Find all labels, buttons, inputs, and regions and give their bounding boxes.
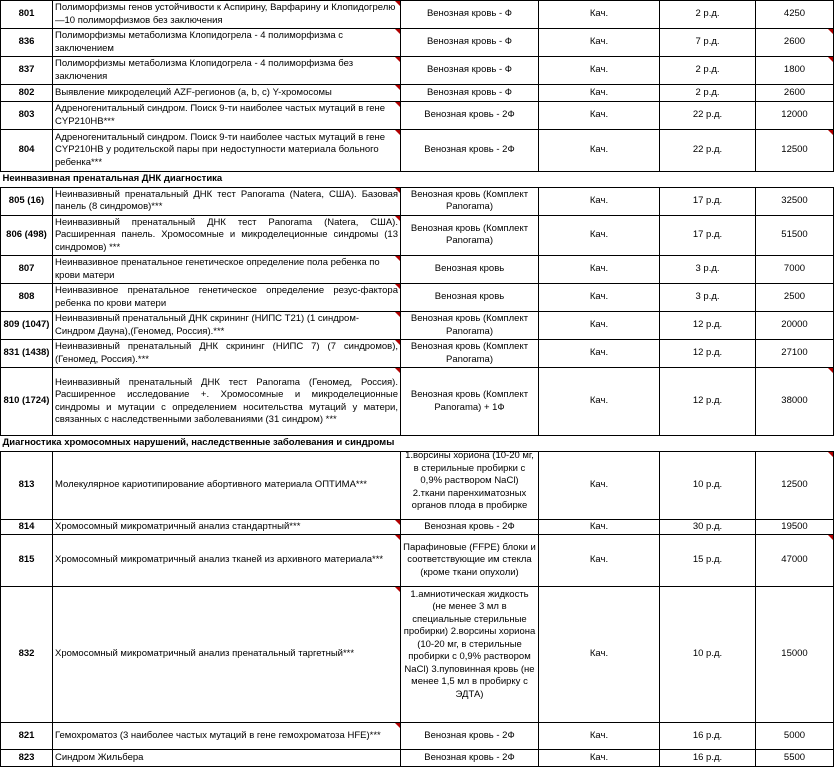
method-cell[interactable]: Кач.	[539, 340, 660, 368]
table-row	[1, 130, 834, 172]
code-cell[interactable]: 814	[1, 519, 53, 535]
table-row	[1, 85, 834, 102]
material-cell[interactable]: Венозная кровь - Ф	[401, 57, 539, 85]
code-cell[interactable]: 804	[1, 130, 53, 172]
name-cell[interactable]: Молекулярное кариотипирование абортивного материала ОПТИМА***	[53, 451, 401, 519]
name-cell[interactable]: Неинвазивный пренатальный ДНК тест Panorama (Natera, США). Расширенная панель. Хромосомные и микроделеционные синдромы (13 синдромов) ***	[53, 215, 401, 256]
term-cell[interactable]: 7 р.д.	[660, 29, 756, 57]
method-cell[interactable]: Кач.	[539, 1, 660, 29]
table-row	[1, 451, 834, 519]
term-cell[interactable]: 15 р.д.	[660, 535, 756, 587]
name-cell[interactable]: Неинвазивный пренатальный ДНК тест Panorama (Natera, США). Базовая панель (8 синдромов)***	[53, 187, 401, 215]
price-cell[interactable]: 7000	[756, 256, 834, 284]
code-cell[interactable]: 837	[1, 57, 53, 85]
section-title: Неинвазивная пренатальная ДНК диагностика	[1, 172, 834, 188]
material-text: 1.ворсины хориона (10-20 мг, в стерильные пробирки с 0,9% раствором NaCl) 2.ткани паренхиматозных органов плода в пробирке	[405, 450, 534, 511]
method-cell[interactable]: Кач.	[539, 535, 660, 587]
term-cell[interactable]: 12 р.д.	[660, 312, 756, 340]
method-cell[interactable]: Кач.	[539, 187, 660, 215]
price-cell[interactable]: 2500	[756, 284, 834, 312]
name-cell[interactable]: Полиморфизмы метаболизма Клопидогрела - 4 полиморфизма без заключения	[53, 57, 401, 85]
material-cell[interactable]: Парафиновые (FFPE) блоки и соответствующие им стекла (кроме ткани опухоли)	[401, 535, 539, 587]
code-cell[interactable]: 813	[1, 451, 53, 519]
term-cell[interactable]: 30 р.д.	[660, 519, 756, 535]
code-cell[interactable]: 801	[1, 1, 53, 29]
price-cell[interactable]: 15000	[756, 587, 834, 723]
code-cell[interactable]: 805 (16)	[1, 187, 53, 215]
code-cell[interactable]: 803	[1, 102, 53, 130]
table-row	[1, 284, 834, 312]
method-cell[interactable]: Кач.	[539, 130, 660, 172]
term-cell[interactable]: 3 р.д.	[660, 284, 756, 312]
term-cell[interactable]: 2 р.д.	[660, 57, 756, 85]
table-row	[1, 312, 834, 340]
name-cell[interactable]: Неинвазивный пренатальный ДНК скрининг (НИПС Т21) (1 синдром-Синдром Дауна),(Геномед, Россия).***	[53, 312, 401, 340]
term-cell[interactable]: 17 р.д.	[660, 187, 756, 215]
method-cell[interactable]: Кач.	[539, 57, 660, 85]
term-cell[interactable]: 10 р.д.	[660, 451, 756, 519]
price-cell[interactable]: 19500	[756, 519, 834, 535]
material-cell[interactable]: Венозная кровь - Ф	[401, 1, 539, 29]
method-cell[interactable]: Кач.	[539, 451, 660, 519]
code-cell[interactable]: 836	[1, 29, 53, 57]
price-cell[interactable]: 27100	[756, 340, 834, 368]
price-cell[interactable]: 4250	[756, 1, 834, 29]
material-cell[interactable]: Венозная кровь - 2Ф	[401, 102, 539, 130]
name-cell[interactable]: Хромосомный микроматричный анализ стандартный***	[53, 519, 401, 535]
material-cell[interactable]: Венозная кровь - 2Ф	[401, 130, 539, 172]
term-cell[interactable]: 10 р.д.	[660, 587, 756, 723]
material-cell[interactable]: Венозная кровь (Комплект Panorama)	[401, 215, 539, 256]
name-cell[interactable]: Неинвазивный пренатальный ДНК скрининг (НИПС 7) (7 синдромов),(Геномед, Россия).***	[53, 340, 401, 368]
name-cell[interactable]: Адреногенитальный синдром. Поиск 9-ти наиболее частых мутаций в гене CYP210HB***	[53, 102, 401, 130]
term-cell[interactable]: 12 р.д.	[660, 340, 756, 368]
price-cell[interactable]: 51500	[756, 215, 834, 256]
name-cell[interactable]: Неинвазивное пренатальное генетическое определение пола ребенка по крови матери	[53, 256, 401, 284]
material-cell[interactable]: Венозная кровь	[401, 284, 539, 312]
name-cell[interactable]: Адреногенитальный синдром. Поиск 9-ти наиболее частых мутаций в гене CYP210HB у родительской пары при недоступности материала больного ребенка***	[53, 130, 401, 172]
material-cell[interactable]	[401, 451, 539, 519]
price-cell[interactable]: 47000	[756, 535, 834, 587]
table-row	[1, 102, 834, 130]
price-cell[interactable]: 12000	[756, 102, 834, 130]
section-title: Диагностика хромосомных нарушений, наследственные заболевания и синдромы	[1, 436, 834, 452]
method-cell[interactable]: Кач.	[539, 750, 660, 767]
table-row	[1, 368, 834, 436]
material-cell[interactable]: Венозная кровь - 2Ф	[401, 723, 539, 750]
table-row	[1, 57, 834, 85]
price-cell[interactable]: 1800	[756, 57, 834, 85]
section-header-row	[1, 172, 834, 188]
term-cell[interactable]: 16 р.д.	[660, 723, 756, 750]
method-cell[interactable]: Кач.	[539, 102, 660, 130]
price-cell[interactable]: 5500	[756, 750, 834, 767]
code-cell[interactable]: 810 (1724)	[1, 368, 53, 436]
code-cell[interactable]: 831 (1438)	[1, 340, 53, 368]
table-row	[1, 187, 834, 215]
table-row	[1, 519, 834, 535]
term-cell[interactable]: 2 р.д.	[660, 1, 756, 29]
material-cell[interactable]: Венозная кровь	[401, 256, 539, 284]
table-row	[1, 587, 834, 723]
material-cell[interactable]: Венозная кровь (Комплект Panorama) + 1Ф	[401, 368, 539, 436]
code-cell[interactable]: 807	[1, 256, 53, 284]
table-row	[1, 535, 834, 587]
price-cell[interactable]: 2600	[756, 85, 834, 102]
term-cell[interactable]: 12 р.д.	[660, 368, 756, 436]
price-cell[interactable]: 32500	[756, 187, 834, 215]
method-cell[interactable]: Кач.	[539, 256, 660, 284]
code-cell[interactable]: 821	[1, 723, 53, 750]
price-cell[interactable]: 38000	[756, 368, 834, 436]
name-cell[interactable]: Неинвазивное пренатальное генетическое определение резус-фактора ребенка по крови матери	[53, 284, 401, 312]
code-cell[interactable]: 823	[1, 750, 53, 767]
method-cell[interactable]: Кач.	[539, 723, 660, 750]
term-cell[interactable]: 22 р.д.	[660, 130, 756, 172]
name-cell[interactable]: Неинвазивный пренатальный ДНК тест Panorama (Геномед, Россия). Расширенное исследование +. Хромосомные и микроделеционные синдромы и мутации с определением носительства мутаций у матери, связанных с наследственными заболеваниями (31 синдром) ***	[53, 368, 401, 436]
material-text: 1.амниотическая жидкость (не менее 3 мл в специальные стерильные пробирки) 2.ворсины хориона (10-20 мг, в стерильные пробирки с 0,9% раствором NaCl) 3.пуповинная кровь (не менее 1,5 мл в пробирку с ЭДТА)	[403, 588, 536, 700]
name-cell[interactable]: Хромосомный микроматричный анализ пренатальный таргетный***	[53, 587, 401, 723]
code-cell[interactable]: 806 (498)	[1, 215, 53, 256]
table-row	[1, 215, 834, 256]
price-cell[interactable]: 20000	[756, 312, 834, 340]
price-cell[interactable]: 5000	[756, 723, 834, 750]
table-row	[1, 340, 834, 368]
method-cell[interactable]: Кач.	[539, 29, 660, 57]
material-cell[interactable]: Венозная кровь (Комплект Panorama)	[401, 187, 539, 215]
code-cell[interactable]: 809 (1047)	[1, 312, 53, 340]
method-cell[interactable]: Кач.	[539, 284, 660, 312]
method-cell[interactable]: Кач.	[539, 368, 660, 436]
method-cell[interactable]: Кач.	[539, 215, 660, 256]
method-cell[interactable]: Кач.	[539, 519, 660, 535]
term-cell[interactable]: 3 р.д.	[660, 256, 756, 284]
section-header-row	[1, 436, 834, 452]
term-cell[interactable]: 2 р.д.	[660, 85, 756, 102]
table-row	[1, 723, 834, 750]
method-cell[interactable]: Кач.	[539, 312, 660, 340]
term-cell[interactable]: 22 р.д.	[660, 102, 756, 130]
material-cell[interactable]: Венозная кровь - 2Ф	[401, 519, 539, 535]
name-cell[interactable]: Хромосомный микроматричный анализ тканей из архивного материала***	[53, 535, 401, 587]
material-cell[interactable]: Венозная кровь - Ф	[401, 85, 539, 102]
table-row	[1, 750, 834, 767]
term-cell[interactable]: 16 р.д.	[660, 750, 756, 767]
code-cell[interactable]: 808	[1, 284, 53, 312]
material-cell[interactable]: Венозная кровь - 2Ф	[401, 750, 539, 767]
name-cell[interactable]: Выявление микроделеций AZF-регионов (a, b, c) Y-хромосомы	[53, 85, 401, 102]
material-cell[interactable]: Венозная кровь - Ф	[401, 29, 539, 57]
table-row	[1, 29, 834, 57]
price-cell[interactable]: 12500	[756, 451, 834, 519]
price-cell[interactable]: 2600	[756, 29, 834, 57]
code-cell[interactable]: 815	[1, 535, 53, 587]
method-cell[interactable]: Кач.	[539, 587, 660, 723]
name-cell[interactable]: Синдром Жильбера	[53, 750, 401, 767]
material-cell[interactable]	[401, 587, 539, 723]
table-row	[1, 1, 834, 29]
code-cell[interactable]: 802	[1, 85, 53, 102]
name-cell[interactable]: Полиморфизмы генов устойчивости к Аспирину, Варфарину и Клопидогрелю —10 полиморфизмов без заключения	[53, 1, 401, 29]
material-cell[interactable]: Венозная кровь (Комплект Panorama)	[401, 340, 539, 368]
term-cell[interactable]: 17 р.д.	[660, 215, 756, 256]
code-cell[interactable]: 832	[1, 587, 53, 723]
name-cell[interactable]: Полиморфизмы метаболизма Клопидогрела - 4 полиморфизма с заключением	[53, 29, 401, 57]
price-cell[interactable]: 12500	[756, 130, 834, 172]
table-row	[1, 256, 834, 284]
name-cell[interactable]: Гемохроматоз (3 наиболее частых мутаций в гене гемохроматоза HFE)***	[53, 723, 401, 750]
method-cell[interactable]: Кач.	[539, 85, 660, 102]
material-cell[interactable]: Венозная кровь (Комплект Panorama)	[401, 312, 539, 340]
